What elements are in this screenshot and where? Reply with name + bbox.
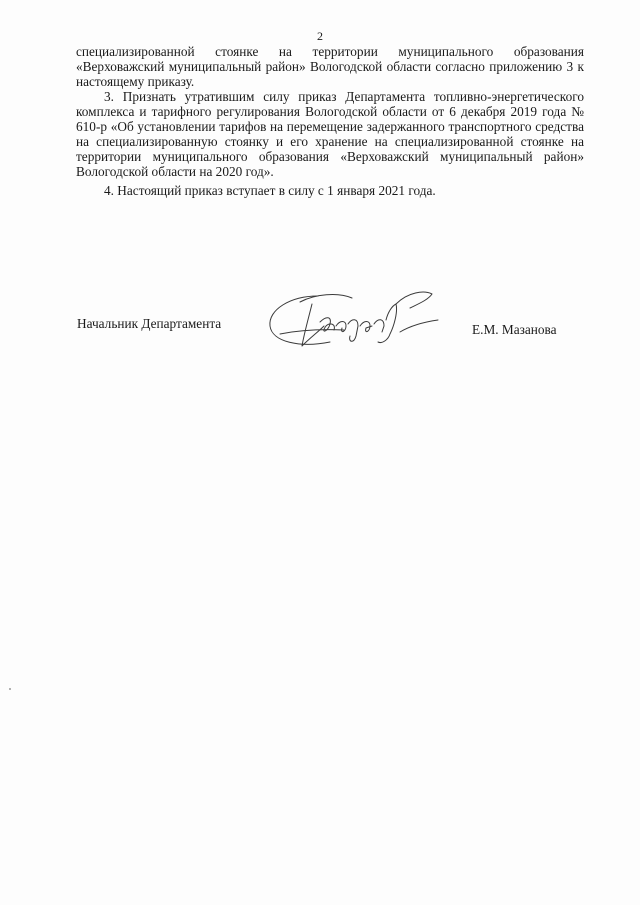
signatory-name: Е.М. Мазанова: [472, 322, 557, 337]
scan-speck: [9, 688, 11, 690]
signatory-title: Начальник Департамента: [77, 316, 222, 331]
handwritten-signature-icon: [260, 282, 450, 362]
document-body: [76, 44, 584, 198]
paragraph-item-4: 4. Настоящий приказ вступает в силу с 1 января 2021 года.: [104, 183, 436, 198]
page-number: 2: [317, 29, 323, 43]
paragraph-item-3: 3. Признать утратившим силу приказ Департамента топливно-энергетического комплекса и тарифного регулирования Вологодской области от 6 декабря 2019 года № 610-р «Об установлении тарифов на перемещение задержанного транспортного средства на специализированную стоянку и его хранение на специализированной стоянке на территории муниципального образования «Верховажский муниципальный район» Вологодской области на 2020 год».: [76, 89, 584, 179]
paragraph-continuation: специализированной стоянке на территории муниципального образования «Верховажский муниципальный район» Вологодской области согласно приложению 3 к настоящему приказу.: [76, 44, 584, 89]
